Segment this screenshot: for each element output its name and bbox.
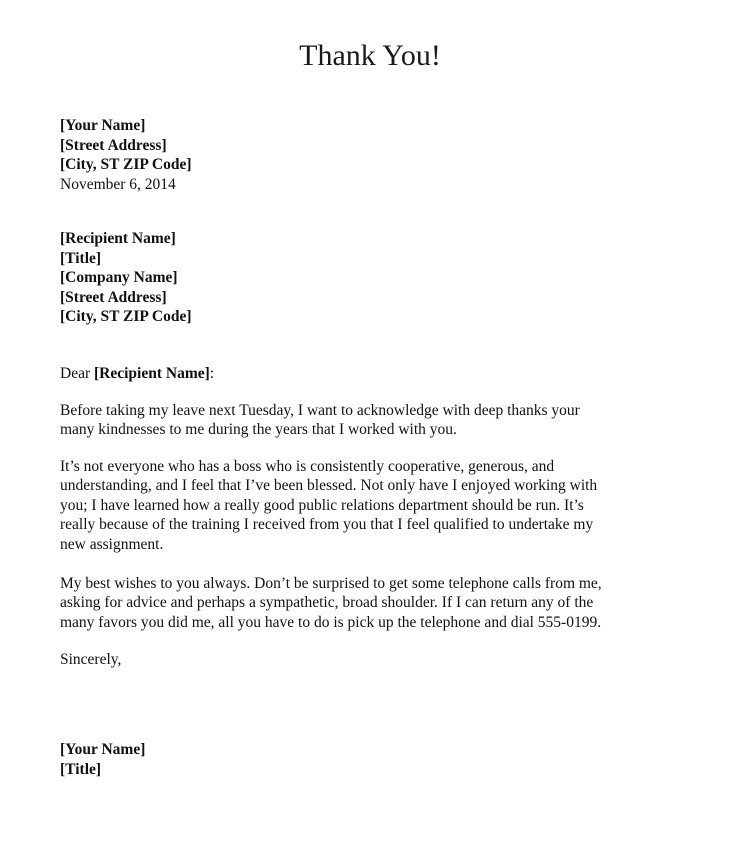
signature-name: [Your Name] — [60, 741, 146, 758]
sender-name: [Your Name] — [60, 117, 146, 134]
recipient-city: [City, ST ZIP Code] — [60, 308, 192, 326]
paragraph-line: Before taking my leave next Tuesday, I want to acknowledge with deep thanks your — [60, 402, 580, 419]
paragraph-line: understanding, and I feel that I’ve been blessed. Not only have I enjoyed working with — [60, 477, 598, 495]
signature-block — [60, 740, 145, 779]
recipient-address-block — [60, 229, 192, 327]
paragraph-line: really because of the training I received from you that I feel qualified to undertake my — [60, 516, 594, 534]
letter-title: Thank You! — [299, 39, 441, 72]
salutation-suffix: : — [209, 365, 215, 382]
letter-date: November 6, 2014 — [60, 175, 176, 193]
paragraph-line: many favors you did me, all you have to do is pick up the telephone and dial 555-0199. — [60, 613, 602, 631]
sender-street: [Street Address] — [60, 136, 167, 154]
paragraph-line: many kindnesses to me during the years that I worked with you. — [60, 421, 457, 439]
recipient-street: [Street Address] — [60, 288, 167, 306]
paragraph-line: My best wishes to you always. Don’t be surprised to get some telephone calls from me, — [60, 575, 602, 592]
salutation — [60, 364, 214, 384]
paragraph-line: asking for advice and perhaps a sympathetic, broad shoulder. If I can return any of the — [60, 594, 594, 612]
recipient-name: [Recipient Name] — [60, 230, 176, 247]
paragraph-line: new assignment. — [60, 535, 164, 553]
sender-address-block — [60, 116, 192, 194]
closing — [60, 650, 121, 670]
salutation-name: [Recipient Name] — [94, 365, 210, 382]
paragraph-line: It’s not everyone who has a boss who is consistently cooperative, generous, and — [60, 458, 555, 475]
signature-title: [Title] — [60, 760, 102, 778]
closing-text: Sincerely, — [60, 651, 122, 668]
salutation-prefix: Dear — [60, 365, 94, 382]
sender-city: [City, ST ZIP Code] — [60, 156, 192, 174]
body-paragraph-1 — [60, 401, 680, 440]
body-paragraph-2 — [60, 457, 680, 554]
recipient-company: [Company Name] — [60, 269, 178, 287]
body-paragraph-3 — [60, 574, 680, 632]
paragraph-line: you; I have learned how a really good public relations department should be run. It’s — [60, 496, 584, 514]
recipient-title: [Title] — [60, 249, 102, 267]
